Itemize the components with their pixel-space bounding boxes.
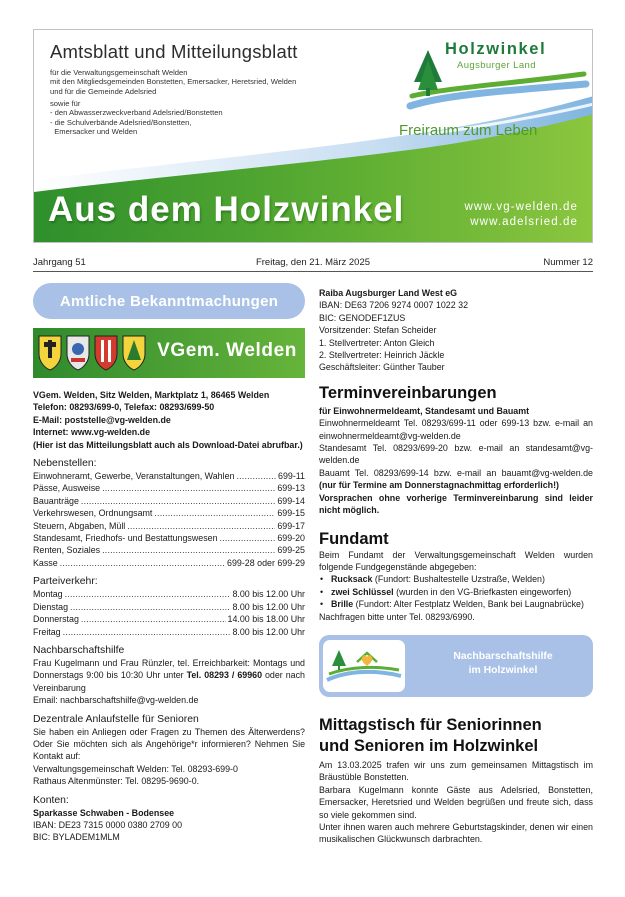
masthead [33,29,593,243]
address-line: VGem. Welden, Sitz Welden, Marktplatz 1, 86465 Welden [33,390,270,400]
senior-contact-heading: Dezentrale Anlaufstelle für Senioren [33,713,199,725]
hours-value: 8.00 bis 12.00 Uhr [232,626,305,637]
extension-number: 699-20 [277,533,305,544]
lunch-heading-line: und Senioren im Holzwinkel [319,736,539,755]
neighbourhood-help-banner-line: Nachbarschaftshilfe [453,650,553,662]
extension-number: 699-17 [277,520,305,531]
extension-label: Einwohneramt, Gewerbe, Veranstaltungen, Wahlen [33,471,235,482]
extension-label: Steuern, Abgaben, Müll [33,520,126,531]
extension-row [33,532,305,544]
extension-number: 699-15 [277,508,305,519]
masthead-subtitle-line: sowie für [50,99,81,108]
list-item [319,586,593,598]
extensions-heading: Nebenstellen: [33,458,97,470]
crests-row [37,334,149,372]
vgem-title: VGem. Welden [157,340,297,361]
lost-found-intro: Beim Fundamt der Verwaltungsgemeinschaft Welden wurden folgende Fundgegenstände abgegeben: [319,549,593,572]
neighbourhood-help-banner-line: im Holzwinkel [468,664,538,676]
office-hours-list [33,588,305,638]
vgem-banner [33,328,305,378]
masthead-url-vg-welden[interactable]: www.vg-welden.de [464,201,578,213]
bank-line: BIC: GENODEF1ZUS [319,312,406,323]
list-item [319,573,593,585]
lunch-heading [319,715,593,757]
found-item-detail: (Fundort: Bushaltestelle Uzstraße, Welden) [374,574,545,585]
appointments-building-text: Bauamt Tel. 08293/699-14 bzw. e-mail an bauamt@vg-welden.de [319,467,593,478]
extension-label: Standesamt, Friedhofs- und Bestattungswesen [33,533,218,544]
found-item-detail: (Fundort: Alter Festplatz Welden, Bank bei Laugnabrücke) [355,599,584,610]
phone-line: Telefon: 08293/699-0, Telefax: 08293/699-50 [33,402,215,413]
masthead-subtitle-2 [50,99,223,136]
extensions-list [33,470,305,569]
masthead-slogan: Freiraum zum Leben [399,122,538,139]
neighbourhood-help-banner-text [423,650,583,678]
board-line: Vorsitzender: Stefan Scheider [319,325,437,336]
extension-row [33,495,305,507]
logo-subline: Augsburger Land [457,60,536,71]
masthead-big-title: Aus dem Holzwinkel [48,190,405,229]
appointments-subheading: für Einwohnermeldeamt, Standesamt und Bauamt [319,405,530,416]
neighbourhood-help-heading: Nachbarschaftshilfe [33,644,125,656]
accounts-heading: Konten: [33,794,69,806]
extension-row [33,470,305,482]
hours-value: 8.00 bis 12.00 Uhr [232,601,305,612]
hours-value: 14.00 bis 18.00 Uhr [227,614,305,625]
lost-found-heading: Fundamt [319,529,389,548]
right-column [319,287,593,846]
extension-label: Bauanträge [33,495,79,506]
appointments-note: Vorsprachen ohne vorherige Terminvereinbarung sind leider nicht möglich. [319,492,593,516]
office-hours-heading: Parteiverkehr: [33,576,98,588]
neighbourhood-help-note: oder nach Vereinbarung [33,670,305,693]
board-line: 2. Stellvertreter: Heinrich Jäckle [319,350,445,361]
bank-line: IBAN: DE23 7315 0000 0380 2709 00 [33,819,183,830]
found-item-name: Brille [331,599,354,610]
appointments-building-note: (nur für Termine am Donnerstagnachmittag erforderlich!) [319,480,559,491]
lost-found-list [319,573,593,610]
extension-number: 699-25 [277,545,305,556]
issue-volume: Jahrgang 51 [33,257,86,268]
found-item-name: Rucksack [331,574,373,585]
office-hours-row [33,601,305,613]
neighbourhood-help-logo [323,640,405,692]
weekday-label: Donnerstag [33,614,79,625]
download-note: (Hier ist das Mitteilungsblatt auch als Download-Datei abrufbar.) [33,439,303,450]
extension-number: 699-11 [278,471,305,482]
found-item-detail: (wurden in den VG-Briefkasten eingeworfen) [396,586,572,597]
masthead-subtitle-line: - die Schulverbände Adelsried/Bonstetten, [50,117,192,127]
extension-row [33,557,305,569]
appointments-line: Einwohnermeldeamt Tel. 08293/699-11 oder 699-13 bzw. e-mail an einwohnermeldeamt@vg-welden.de [319,418,593,441]
neighbourhood-help-banner [319,635,593,697]
board-line: Geschäftsleiter: Günther Tauber [319,362,445,373]
email-link[interactable]: E-Mail: poststelle@vg-welden.de [33,414,171,425]
bank-line: IBAN: DE63 7206 9274 0007 1022 32 [319,300,469,311]
weekday-label: Dienstag [33,601,69,612]
appointments-heading: Terminvereinbarungen [319,383,497,402]
house-heart-icon [323,640,405,692]
issue-line [33,254,593,272]
extension-number: 699-28 oder 699-29 [227,557,305,568]
list-item [319,598,593,610]
office-hours-row [33,613,305,625]
extension-row [33,507,305,519]
website-link[interactable]: Internet: www.vg-welden.de [33,427,151,438]
left-column [33,283,305,844]
lunch-heading-line: Mittagstisch für Seniorinnen [319,715,542,734]
neighbourhood-help-intro: Frau Kugelmann und Frau Rünzler, tel. Erreichbarkeit: Montags und Donnerstags 9:00 bis 10:30 Uhr unter [33,657,305,681]
weekday-label: Freitag [33,626,61,637]
hours-value: 8.00 bis 12.00 Uhr [232,589,305,600]
masthead-subtitle-line: und für die Gemeinde Adelsried [50,86,157,96]
senior-contact-text: Sie haben ein Anliegen oder Fragen zu Themen des Älterwerdens? Oder Sie möchten sich als Angehörige*r informieren? Nehmen Sie Kontakt auf: [33,726,305,762]
issue-number: Nummer 12 [543,257,593,268]
lunch-paragraph: Barbara Kugelmann konnte Gäste aus Adelsried, Bonstetten, Emersacker, Heretsried und Welden begrüßen und freute sich, dass so viele gekommen sind. [319,784,593,820]
bank-name: Sparkasse Schwaben - Bodensee [33,807,175,818]
office-hours-row [33,588,305,600]
lunch-paragraph: Unter ihnen waren auch mehrere Geburtstagskinder, denen wir einen musikalischen Glückwunsch darbrachten. [319,821,593,845]
neighbourhood-help-email[interactable]: Email: nachbarschaftshilfe@vg-welden.de [33,695,199,706]
masthead-subtitle [50,68,296,96]
issue-date: Freitag, den 21. März 2025 [255,257,371,268]
extension-number: 699-14 [277,495,305,506]
extension-number: 699-13 [277,483,305,494]
neighbourhood-help-text [33,657,305,694]
section-banner-official: Amtliche Bekanntmachungen [33,283,305,319]
neighbourhood-help-phone: Tel. 08293 / 69960 [186,670,262,681]
board-line: 1. Stellvertreter: Anton Gleich [319,337,435,348]
extension-row [33,544,305,556]
masthead-subtitle-line: Emersacker und Welden [50,126,138,136]
lost-found-outro: Nachfragen bitte unter Tel. 08293/6990. [319,611,475,622]
appointments-line: Standesamt Tel. 08293/699-20 bzw. e-mail an standesamt@vg-welden.de [319,443,593,466]
address-block [33,389,305,451]
extension-row [33,520,305,532]
logo-wordmark: Holzwinkel [445,40,547,58]
office-hours-row [33,626,305,638]
masthead-url-adelsried[interactable]: www.adelsried.de [470,216,578,228]
extension-label: Pässe, Ausweise [33,483,101,494]
appointments-building-line [319,467,593,492]
bank-name: Raiba Augsburger Land West eG [319,288,458,298]
extension-label: Kasse [33,557,58,568]
masthead-subtitle-line: für die Verwaltungsgemeinschaft Welden [50,68,188,77]
senior-contact-line: Verwaltungsgemeinschaft Welden: Tel. 08293-699-0 [33,763,238,774]
weekday-label: Montag [33,589,63,600]
bank-line: BIC: BYLADEM1MLM [33,832,120,843]
masthead-subtitle-line: - den Abwasserzweckverband Adelsried/Bonstetten [50,108,223,118]
extension-row [33,482,305,494]
extension-label: Renten, Soziales [33,545,101,556]
senior-contact-line: Rathaus Altenmünster: Tel. 08295-9690-0. [33,776,200,787]
coat-of-arms-icon [37,334,149,372]
lunch-paragraph: Am 13.03.2025 trafen wir uns zum gemeinsamen Mittagstisch im Bräustüble Bonstetten. [319,759,593,783]
extension-label: Verkehrswesen, Ordnungsamt [33,508,153,519]
masthead-title: Amtsblatt und Mitteilungsblatt [50,41,298,62]
masthead-subtitle-line: mit den Mitgliedsgemeinden Bonstetten, Emersacker, Heretsried, Welden [50,77,297,87]
found-item-name: zwei Schlüssel [331,586,394,597]
